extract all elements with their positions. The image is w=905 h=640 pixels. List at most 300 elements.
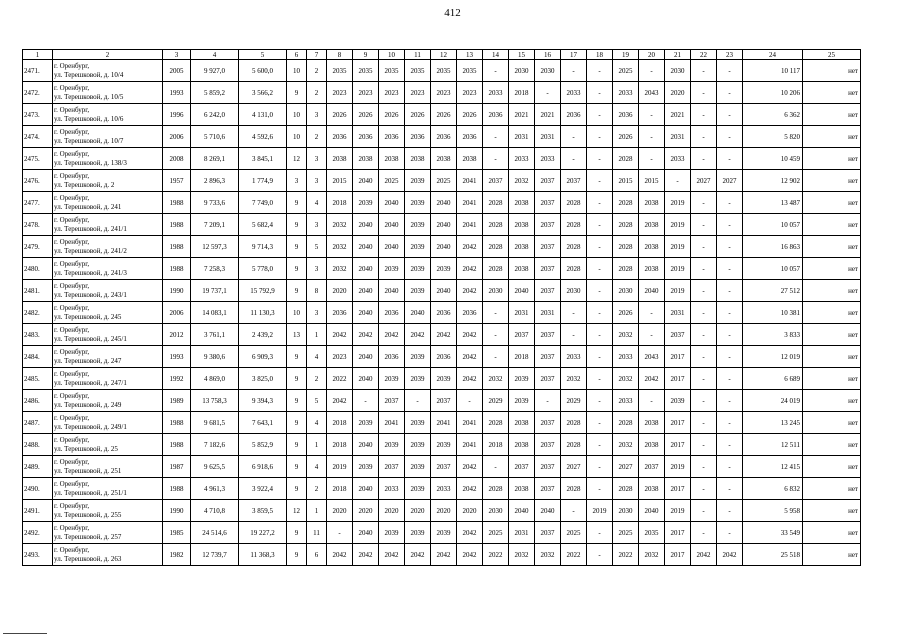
cell-col-8: 2042: [327, 390, 353, 412]
row-number: 2476.: [23, 170, 53, 192]
cell-col-22: -: [691, 258, 717, 280]
address-cell: [53, 478, 163, 500]
cell-col-23: -: [717, 324, 743, 346]
address-street: ул. Терешковой, д. 241/3: [54, 268, 127, 277]
cell-col-21: 2019: [665, 192, 691, 214]
cell-col-4: 24 514,6: [191, 522, 239, 544]
cell-col-21: 2019: [665, 500, 691, 522]
cell-col-19: 2033: [613, 390, 639, 412]
table-row: [23, 126, 861, 148]
cell-col-5: 2 439,2: [239, 324, 287, 346]
cell-col-3: 2005: [163, 60, 191, 82]
cell-col-7: 5: [307, 390, 327, 412]
cell-col-19: 2030: [613, 280, 639, 302]
cell-col-9: 2040: [353, 478, 379, 500]
cell-col-12: 2042: [431, 544, 457, 566]
row-number: 2477.: [23, 192, 53, 214]
column-number-1: 1: [23, 50, 53, 60]
cell-col-5: 5 778,0: [239, 258, 287, 280]
page-bottom-rule: [3, 633, 47, 634]
cell-col-15: 2031: [509, 126, 535, 148]
column-number-row: [23, 50, 861, 60]
cell-col-5: 3 922,4: [239, 478, 287, 500]
cell-col-19: 2032: [613, 434, 639, 456]
cell-col-21: 2017: [665, 478, 691, 500]
cell-col-24: 3 833: [743, 324, 803, 346]
cell-col-18: -: [587, 346, 613, 368]
address-city: г. Оренбург,: [54, 281, 90, 290]
row-number: 2489.: [23, 456, 53, 478]
cell-col-3: 1993: [163, 346, 191, 368]
table-row: [23, 346, 861, 368]
cell-col-14: -: [483, 60, 509, 82]
address-cell: [53, 456, 163, 478]
cell-col-17: 2028: [561, 236, 587, 258]
cell-col-6: 9: [287, 192, 307, 214]
cell-col-23: -: [717, 346, 743, 368]
cell-col-18: -: [587, 478, 613, 500]
cell-col-10: 2039: [379, 522, 405, 544]
cell-col-17: 2022: [561, 544, 587, 566]
cell-col-12: 2036: [431, 126, 457, 148]
cell-col-24: 13 245: [743, 412, 803, 434]
cell-col-11: 2039: [405, 192, 431, 214]
cell-col-20: -: [639, 302, 665, 324]
cell-col-8: 2026: [327, 104, 353, 126]
cell-col-10: 2033: [379, 478, 405, 500]
cell-col-16: 2037: [535, 346, 561, 368]
cell-col-17: -: [561, 148, 587, 170]
column-number-6: 6: [287, 50, 307, 60]
cell-col-12: 2025: [431, 170, 457, 192]
cell-col-19: 2033: [613, 82, 639, 104]
address-city: г. Оренбург,: [54, 435, 90, 444]
cell-col-16: 2037: [535, 522, 561, 544]
cell-col-11: 2039: [405, 258, 431, 280]
cell-col-5: 3 566,2: [239, 82, 287, 104]
cell-col-13: 2041: [457, 214, 483, 236]
cell-col-3: 1957: [163, 170, 191, 192]
cell-col-10: 2036: [379, 346, 405, 368]
cell-col-20: -: [639, 148, 665, 170]
cell-col-25: нет: [803, 302, 861, 324]
cell-col-24: 6 689: [743, 368, 803, 390]
cell-col-14: 2032: [483, 368, 509, 390]
cell-col-8: 2042: [327, 544, 353, 566]
cell-col-15: 2038: [509, 258, 535, 280]
column-number-21: 21: [665, 50, 691, 60]
cell-col-25: нет: [803, 390, 861, 412]
cell-col-11: 2036: [405, 126, 431, 148]
cell-col-8: 2018: [327, 412, 353, 434]
cell-col-25: нет: [803, 522, 861, 544]
address-cell: [53, 192, 163, 214]
cell-col-21: 2019: [665, 236, 691, 258]
cell-col-10: 2042: [379, 324, 405, 346]
cell-col-22: 2027: [691, 170, 717, 192]
cell-col-20: 2037: [639, 456, 665, 478]
cell-col-15: 2031: [509, 302, 535, 324]
cell-col-7: 4: [307, 346, 327, 368]
cell-col-4: 3 761,1: [191, 324, 239, 346]
cell-col-15: 2018: [509, 346, 535, 368]
table-row: [23, 368, 861, 390]
cell-col-10: 2035: [379, 60, 405, 82]
column-number-20: 20: [639, 50, 665, 60]
cell-col-13: 2041: [457, 192, 483, 214]
cell-col-24: 5 958: [743, 500, 803, 522]
cell-col-20: 2038: [639, 192, 665, 214]
cell-col-4: 9 681,5: [191, 412, 239, 434]
cell-col-15: 2039: [509, 390, 535, 412]
cell-col-6: 10: [287, 302, 307, 324]
cell-col-23: -: [717, 214, 743, 236]
address-cell: [53, 368, 163, 390]
cell-col-16: 2037: [535, 434, 561, 456]
cell-col-8: 2023: [327, 82, 353, 104]
cell-col-8: 2019: [327, 456, 353, 478]
cell-col-3: 1988: [163, 258, 191, 280]
cell-col-21: 2017: [665, 368, 691, 390]
cell-col-22: -: [691, 368, 717, 390]
cell-col-20: 2038: [639, 434, 665, 456]
cell-col-23: -: [717, 522, 743, 544]
row-number: 2492.: [23, 522, 53, 544]
cell-col-5: 9 714,3: [239, 236, 287, 258]
cell-col-7: 4: [307, 456, 327, 478]
cell-col-5: 5 682,4: [239, 214, 287, 236]
cell-col-18: -: [587, 302, 613, 324]
cell-col-16: 2037: [535, 236, 561, 258]
column-number-5: 5: [239, 50, 287, 60]
address-city: г. Оренбург,: [54, 545, 90, 554]
cell-col-15: 2030: [509, 60, 535, 82]
cell-col-25: нет: [803, 324, 861, 346]
address-city: г. Оренбург,: [54, 149, 90, 158]
cell-col-22: -: [691, 478, 717, 500]
cell-col-22: -: [691, 522, 717, 544]
cell-col-18: -: [587, 434, 613, 456]
cell-col-6: 9: [287, 456, 307, 478]
cell-col-4: 19 737,1: [191, 280, 239, 302]
address-street: ул. Терешковой, д. 245: [54, 312, 122, 321]
cell-col-18: -: [587, 544, 613, 566]
cell-col-17: -: [561, 126, 587, 148]
cell-col-4: 5 859,2: [191, 82, 239, 104]
table-row: [23, 324, 861, 346]
address-city: г. Оренбург,: [54, 215, 90, 224]
cell-col-7: 1: [307, 324, 327, 346]
cell-col-4: 7 182,6: [191, 434, 239, 456]
cell-col-17: 2036: [561, 104, 587, 126]
cell-col-12: 2038: [431, 148, 457, 170]
address-cell: [53, 346, 163, 368]
cell-col-15: 2038: [509, 236, 535, 258]
cell-col-15: 2033: [509, 148, 535, 170]
cell-col-6: 9: [287, 478, 307, 500]
cell-col-24: 10 057: [743, 258, 803, 280]
cell-col-5: 11 130,3: [239, 302, 287, 324]
cell-col-15: 2021: [509, 104, 535, 126]
cell-col-3: 1988: [163, 478, 191, 500]
cell-col-8: 2018: [327, 192, 353, 214]
row-number: 2471.: [23, 60, 53, 82]
column-number-13: 13: [457, 50, 483, 60]
cell-col-18: -: [587, 214, 613, 236]
address-street: ул. Терешковой, д. 25: [54, 444, 118, 453]
address-street: ул. Терешковой, д. 263: [54, 554, 122, 563]
cell-col-20: 2043: [639, 82, 665, 104]
cell-col-20: -: [639, 390, 665, 412]
cell-col-25: нет: [803, 346, 861, 368]
cell-col-14: 2037: [483, 170, 509, 192]
cell-col-21: -: [665, 170, 691, 192]
cell-col-3: 1988: [163, 214, 191, 236]
cell-col-6: 12: [287, 500, 307, 522]
cell-col-3: 1992: [163, 368, 191, 390]
address-cell: [53, 170, 163, 192]
cell-col-4: 4 869,0: [191, 368, 239, 390]
cell-col-12: 2037: [431, 456, 457, 478]
cell-col-11: 2040: [405, 302, 431, 324]
cell-col-22: -: [691, 192, 717, 214]
cell-col-3: 1990: [163, 280, 191, 302]
cell-col-6: 9: [287, 82, 307, 104]
cell-col-4: 12 597,3: [191, 236, 239, 258]
cell-col-10: 2040: [379, 214, 405, 236]
cell-col-14: 2028: [483, 258, 509, 280]
table-row: [23, 258, 861, 280]
cell-col-12: 2036: [431, 302, 457, 324]
cell-col-3: 1990: [163, 500, 191, 522]
cell-col-14: 2018: [483, 434, 509, 456]
cell-col-21: 2031: [665, 302, 691, 324]
column-number-11: 11: [405, 50, 431, 60]
table-row: [23, 456, 861, 478]
row-number: 2480.: [23, 258, 53, 280]
cell-col-24: 6 832: [743, 478, 803, 500]
cell-col-18: -: [587, 258, 613, 280]
cell-col-17: 2028: [561, 214, 587, 236]
cell-col-9: 2038: [353, 148, 379, 170]
cell-col-8: 2015: [327, 170, 353, 192]
page-number: 412: [444, 7, 461, 19]
column-number-2: 2: [53, 50, 163, 60]
cell-col-17: -: [561, 60, 587, 82]
cell-col-10: 2041: [379, 412, 405, 434]
cell-col-10: 2026: [379, 104, 405, 126]
cell-col-6: 10: [287, 104, 307, 126]
cell-col-23: -: [717, 478, 743, 500]
cell-col-9: 2040: [353, 280, 379, 302]
cell-col-19: 2025: [613, 522, 639, 544]
cell-col-23: -: [717, 60, 743, 82]
cell-col-9: 2040: [353, 368, 379, 390]
row-number: 2481.: [23, 280, 53, 302]
cell-col-16: -: [535, 390, 561, 412]
cell-col-12: 2040: [431, 280, 457, 302]
cell-col-12: 2033: [431, 478, 457, 500]
table-row: [23, 280, 861, 302]
cell-col-24: 10 381: [743, 302, 803, 324]
cell-col-22: -: [691, 148, 717, 170]
table-row: [23, 170, 861, 192]
cell-col-13: 2042: [457, 478, 483, 500]
cell-col-10: 2023: [379, 82, 405, 104]
cell-col-10: 2042: [379, 544, 405, 566]
cell-col-20: 2038: [639, 478, 665, 500]
cell-col-12: 2035: [431, 60, 457, 82]
cell-col-9: 2023: [353, 82, 379, 104]
cell-col-10: 2036: [379, 302, 405, 324]
cell-col-15: 2038: [509, 434, 535, 456]
cell-col-3: 1985: [163, 522, 191, 544]
address-street: ул. Терешковой, д. 257: [54, 532, 122, 541]
cell-col-16: 2037: [535, 170, 561, 192]
address-city: г. Оренбург,: [54, 457, 90, 466]
cell-col-4: 14 083,1: [191, 302, 239, 324]
column-number-12: 12: [431, 50, 457, 60]
cell-col-20: -: [639, 60, 665, 82]
cell-col-24: 27 512: [743, 280, 803, 302]
column-number-9: 9: [353, 50, 379, 60]
cell-col-17: 2029: [561, 390, 587, 412]
column-number-15: 15: [509, 50, 535, 60]
cell-col-13: 2036: [457, 302, 483, 324]
cell-col-9: 2020: [353, 500, 379, 522]
address-street: ул. Терешковой, д. 241/2: [54, 246, 127, 255]
cell-col-7: 11: [307, 522, 327, 544]
cell-col-24: 6 362: [743, 104, 803, 126]
cell-col-20: -: [639, 104, 665, 126]
cell-col-8: 2035: [327, 60, 353, 82]
cell-col-16: 2031: [535, 302, 561, 324]
table-row: [23, 236, 861, 258]
row-number: 2488.: [23, 434, 53, 456]
column-number-16: 16: [535, 50, 561, 60]
cell-col-18: -: [587, 456, 613, 478]
cell-col-20: 2038: [639, 258, 665, 280]
address-street: ул. Терешковой, д. 10/6: [54, 114, 124, 123]
cell-col-20: -: [639, 324, 665, 346]
cell-col-19: 2022: [613, 544, 639, 566]
address-cell: [53, 500, 163, 522]
address-cell: [53, 214, 163, 236]
cell-col-21: 2017: [665, 412, 691, 434]
cell-col-24: 12 415: [743, 456, 803, 478]
cell-col-20: 2035: [639, 522, 665, 544]
address-cell: [53, 434, 163, 456]
cell-col-15: 2018: [509, 82, 535, 104]
cell-col-4: 9 733,6: [191, 192, 239, 214]
cell-col-8: 2038: [327, 148, 353, 170]
table-row: [23, 522, 861, 544]
cell-col-8: 2032: [327, 236, 353, 258]
cell-col-15: 2038: [509, 412, 535, 434]
cell-col-22: -: [691, 126, 717, 148]
cell-col-16: 2030: [535, 60, 561, 82]
address-city: г. Оренбург,: [54, 347, 90, 356]
address-cell: [53, 390, 163, 412]
table-row: [23, 544, 861, 566]
cell-col-9: 2026: [353, 104, 379, 126]
cell-col-22: -: [691, 324, 717, 346]
cell-col-6: 9: [287, 346, 307, 368]
cell-col-3: 2012: [163, 324, 191, 346]
cell-col-10: 2040: [379, 280, 405, 302]
address-street: ул. Терешковой, д. 255: [54, 510, 122, 519]
cell-col-7: 3: [307, 104, 327, 126]
cell-col-7: 4: [307, 412, 327, 434]
cell-col-9: 2039: [353, 412, 379, 434]
cell-col-18: -: [587, 192, 613, 214]
cell-col-18: 2019: [587, 500, 613, 522]
address-city: г. Оренбург,: [54, 479, 90, 488]
cell-col-6: 13: [287, 324, 307, 346]
cell-col-19: 2026: [613, 302, 639, 324]
cell-col-17: -: [561, 500, 587, 522]
cell-col-16: 2031: [535, 126, 561, 148]
cell-col-16: 2037: [535, 456, 561, 478]
cell-col-19: 2028: [613, 236, 639, 258]
cell-col-11: 2039: [405, 346, 431, 368]
cell-col-25: нет: [803, 368, 861, 390]
cell-col-15: 2038: [509, 192, 535, 214]
address-city: г. Оренбург,: [54, 105, 90, 114]
column-number-14: 14: [483, 50, 509, 60]
cell-col-9: 2042: [353, 544, 379, 566]
column-number-18: 18: [587, 50, 613, 60]
address-city: г. Оренбург,: [54, 83, 90, 92]
cell-col-15: 2037: [509, 456, 535, 478]
cell-col-12: 2039: [431, 434, 457, 456]
column-number-22: 22: [691, 50, 717, 60]
cell-col-4: 6 242,0: [191, 104, 239, 126]
row-number: 2486.: [23, 390, 53, 412]
cell-col-25: нет: [803, 500, 861, 522]
cell-col-17: 2030: [561, 280, 587, 302]
cell-col-17: 2028: [561, 412, 587, 434]
cell-col-17: 2037: [561, 170, 587, 192]
cell-col-20: 2015: [639, 170, 665, 192]
cell-col-12: 2039: [431, 368, 457, 390]
cell-col-17: 2032: [561, 368, 587, 390]
address-cell: [53, 412, 163, 434]
cell-col-8: 2036: [327, 126, 353, 148]
cell-col-3: 2006: [163, 302, 191, 324]
cell-col-9: 2040: [353, 302, 379, 324]
cell-col-5: 6 909,3: [239, 346, 287, 368]
cell-col-4: 7 258,3: [191, 258, 239, 280]
cell-col-23: -: [717, 126, 743, 148]
cell-col-24: 12 019: [743, 346, 803, 368]
row-number: 2487.: [23, 412, 53, 434]
cell-col-13: 2042: [457, 456, 483, 478]
cell-col-13: 2042: [457, 544, 483, 566]
cell-col-24: 12 902: [743, 170, 803, 192]
cell-col-7: 5: [307, 236, 327, 258]
address-street: ул. Терешковой, д. 2: [54, 180, 115, 189]
cell-col-17: 2028: [561, 434, 587, 456]
table-row: [23, 192, 861, 214]
row-number: 2473.: [23, 104, 53, 126]
cell-col-16: 2037: [535, 192, 561, 214]
cell-col-3: 2008: [163, 148, 191, 170]
cell-col-21: 2017: [665, 522, 691, 544]
cell-col-11: -: [405, 390, 431, 412]
cell-col-19: 2028: [613, 148, 639, 170]
cell-col-24: 24 019: [743, 390, 803, 412]
